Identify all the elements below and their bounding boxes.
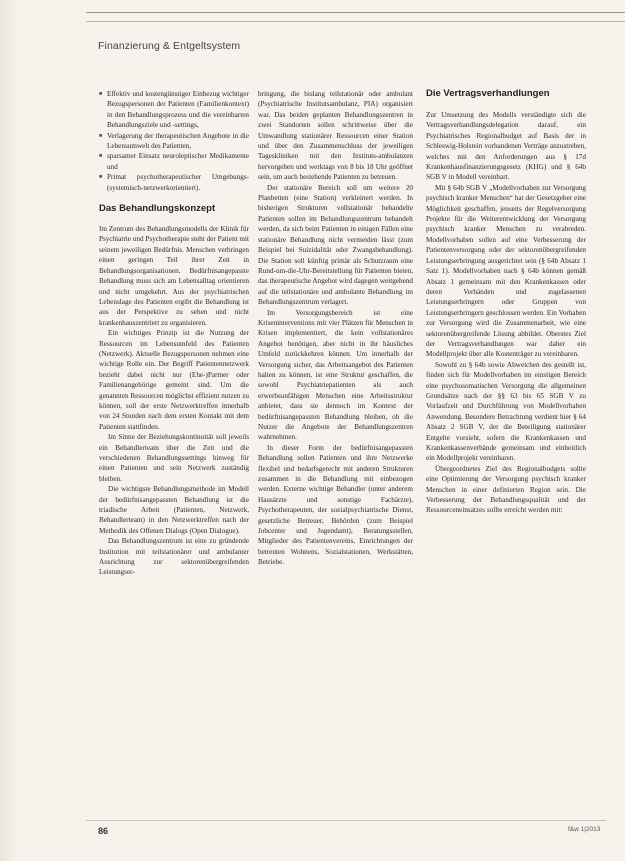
paragraph: In dieser Form der bedürfnisangepassten Behandlung sollen Patienten und ihre Netzwerke flexibel und bedarfsgerecht mit anderen Strukturen zusammen in die Behandlung mit einbezogen werden. Externe wichtige Behandler (unter anderem Hausärzte und sonstige Fachärzte), Psychotherapeuten, der sozialpsychiatrische Dienst, gesetzliche Betreuer, Behörden (zum Beispiel Jobcenter und Jugendamt), Beratungsstellen, Mitglieder des Patientenvereins, Einrichtungen der betreuten Wohnens, Sozialstationen, Werkstätten, Betriebe. (258, 443, 413, 567)
paragraph: Übergeordnetes Ziel des Regionalbudgets sollte eine Optimierung der Versorgung psychisch kranker Menschen in einer definierten Region sein. Die Verbesserung der Behandlungsqualität und der Ressourceneinsatzes sollte erreicht werden mit: (426, 464, 586, 515)
paragraph: bringung, die bislang teilstationär oder ambulant (Psychiatrische Institutsambulanz, PIA) organisiert war. Das beiden geplanten Behandlungszentren in zwei Standorten sollen schrittweise über die Umwandlung stationärer Ressourcen einer Station und über den Zusammenschluss der jeweiligen Tageskliniken mit den Instituts-ambulanzen hervorgehen und werktags von 8 bis 18 Uhr geöffnet sein, um auch bestehende Patienten zu betreuen. (258, 90, 413, 182)
running-header: Finanzierung & Entgeltsystem (98, 40, 241, 52)
journal-tag: f&w 1|2013 (568, 826, 601, 833)
paragraph: Ein wichtiges Prinzip ist die Nutzung der Ressourcen im Lebensumfeld des Patienten (Netzwerk). Aktuelle Bezugspersonen nehmen eine wichtige Rolle ein. Der Begriff Patientennetzwerk bezieht dabei nicht nur (Ehe-)Partner oder Familienangehörige gemeint sind. Um die genannten Ressourcen möglichst effizient nutzen zu können, soll der erste Netzwerktreffen innerhalb von 24 Stunden nach dem ersten Kontakt mit dem Patienten stattfinden. (99, 329, 249, 431)
paragraph: Im Versorgungsbereich ist eine Kriseninterventions mit vier Plätzen für Menschen in Krisen implementiert, die kein vollstationäres Angebot benötigen, aber nicht in ihr häusliches Umfeld zurückkehren können. Um innerhalb der Versorgung sicher, das Arbeitsangebot des Patienten halten zu können, ist eine Struktur geschaffen, die sowohl Psychiatriepatienten als auch erwerbsunfähigen Menschen eine Arbeitsstruktur anbietet, dass sie dennoch im Kontext der bedürfnisangepassten Behandlung bleiben, ob die Nutzer die Angebote der Behandlungszentren wahrnehmen. (258, 308, 413, 442)
column-1 (99, 89, 249, 578)
list-item: ■ Effektiv und kostengünstiger Einbezug wichtiger Bezugspersonen der Patienten (Familienkontext) in den Behandlungsprozess und die vereinbarten Behandlungsziele und -settings, (99, 89, 249, 131)
bottom-rule (86, 820, 606, 821)
paragraph: Im Sinne der Beziehungskontinuität soll jeweils ein Behandlerteam über die Zeit und die verschiedenen Behandlungssettings hinweg für einen Patienten und sein Netzwerk zuständig bleiben. (99, 433, 249, 483)
paragraph: Der stationäre Bereich soll um weitere 20 Planbetten (eine Station) verkleinert werden. In bisherigen Strukturen vollstationär behandelte Patienten sollen im Behandlungszentrum behandelt werden, da sich beim Patienten in einigen Fällen eine stationäre Behandlung nicht vermeiden lässt (zum Beispiel bei Suizidalität oder Zwangsbehandlung). Die Station soll künftig primär als Schutzraum eine Rund-um-die-Uhr-Bereitstellung für Patienten bieten, das therapeutische Angebot wird dagegen weitgehend auf die teilstationäre und ambulante Behandlung im Behandlungszentrum verlagert. (258, 183, 413, 307)
list-item: ■ Primat psychotherapeutischer Umgebungs-(systemisch-netzwerkorientiert). (99, 172, 249, 193)
paragraph: Das Behandlungszentrum ist eine zu gründende Institution mit teilstationärer und ambulanter Ausrichtung zur sektorenübergreifenden Leistungser- (99, 537, 249, 577)
page-number: 86 (98, 826, 109, 836)
paragraph: Die wichtigste Behandlungsmethode im Modell der bedürfnisangepassten Behandlung ist die triadische Arbeit (Patienten, Netzwerk, Behandlerteam) in den Netzwerktreffen nach der Methodik des Offenen Dialogs (Open Dialogue). (99, 485, 249, 535)
list-item: ■ Verlagerung der therapeutischen Angebote in die Lebensumwelt des Patienten, (99, 131, 249, 152)
list-item: ■ sparsamer Einsatz neuroleptischer Medikamente und (99, 151, 249, 172)
paragraph: Sowohl zu § 64b sowie Abweichen des gestellt ist, finden sich für Modellvorhaben im einstigen Bereich eine psychosomatischen Versorgung die allgemeinen Grundsätze nach der §§ 63 bis 65 SGB V zu Vorlaufzeit und Durchführung von Modellvorhaben Anwendung. Besondere Betrachtung verdient hier § 64 Absatz 2 SGB V, der die Beteiligung stationärer Entgelte vorsieht, sofern die Krankenkassen und Krankenkassenverbände gemeinsam und einheitlich ein Modellprojekt vereinbaren. (426, 360, 586, 463)
column-2 (258, 89, 413, 568)
section-heading-behandlungskonzept: Das Behandlungskonzept (99, 203, 216, 215)
paragraph: Zur Umsetzung des Modells verständigte sich die Vertragsverhandlungsdelegation darauf, ein Psychiatrisches Regionalbudget auf Basis der in Schleswig-Holstein vorhandenen Verträge anzustreben, welches mit den Anforderungen aus § 17d Krankenhausfinanzierungsgesetz (KHG) und § 64b SGB V in Modell vereinbart. (426, 111, 586, 182)
section-heading-vertragsverhandlungen: Die Vertragsverhandlungen (426, 88, 550, 99)
column-3 (426, 110, 586, 516)
paragraph: Im Zentrum des Behandlungsmodells der Klinik für Psychiatrie und Psychotherapie steht der Patient mit seinem jeweiligen Bedürfnis. Menschen verbringen einen geringen Teil ihrer Zeit in Behandlungsorganisationen. Bedürfnisangepasste Behandlung muss sich am Lebensalltag orientieren und nicht umgekehrt. Aus der psychiatrischen Lebenslage des Patienten ergibt die Behandlung ist aus der Perspektive zu sehen und nicht krankenhauszentriert zu organisieren. (99, 225, 249, 327)
paragraph: Mit § 64b SGB V „Modellvorhaben zur Versorgung psychisch kranker Menschen“ hat der Gesetzgeber eine Möglichkeit geschaffen, jenseits der Regelversorgung Projekte für die Weiterentwicklung der Versorgung psychisch kranker Menschen zu verabreden. Modellvorhaben sollen auf eine Verbesserung der Patientenversorgung oder der sektorenübergreifenden Leistungserbringung ausgerichtet sein (§ 64b Absatz 1 Satz 1). Modellvorhaben nach § 64b können gemäß Absatz 1 gemeinsam mit den Krankenkassen oder deren Verbänden und zugelassenen Leistungserbringern oder Gruppen von Leistungserbringern geschlossen werden. Ein Vorhaben zur Versorgung wird die Zusammenarbeit, wie eine sektorenübergreifende Lösung abbildet. Oberstes Ziel der Vertragsverhandlungen war daher ein Modellprojekt über alle Kostenträger zu vereinbaren. (426, 183, 586, 359)
top-rule (86, 12, 625, 22)
